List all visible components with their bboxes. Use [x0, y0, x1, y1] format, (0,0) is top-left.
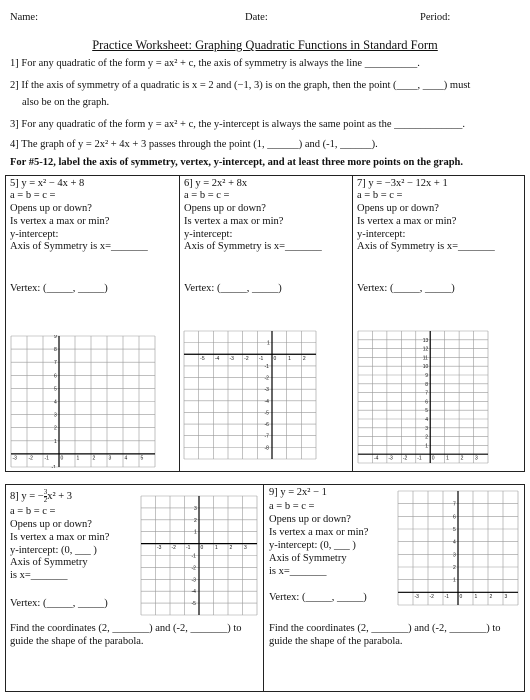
y-tick-label: -3	[191, 577, 196, 584]
problem-7-maxmin: Is vertex a max or min?	[357, 216, 457, 227]
y-tick-label: -4	[191, 589, 196, 596]
question-4: 4] The graph of y = 2x² + 4x + 3 passes through the point (1, ______) and (-1, ______).	[10, 139, 378, 150]
problem-9-axis: Axis of Symmetry	[269, 553, 347, 564]
problem-6-vertex: Vertex: (_____, _____)	[184, 283, 282, 294]
x-tick-label: -1	[417, 455, 422, 462]
x-tick-label: -3	[157, 545, 162, 552]
x-tick-label: -4	[214, 355, 220, 362]
question-2: 2] If the axis of symmetry of a quadratic is x = 2 and (−1, 3) is on the graph, then the point (____, ____) must	[10, 80, 471, 91]
x-tick-label: -1	[44, 455, 49, 462]
y-tick-label: 4	[54, 399, 57, 406]
problem-7-axis: Axis of Symmetry is x=_______	[357, 241, 495, 252]
y-tick-label: 13	[422, 337, 429, 344]
problem-9-maxmin: Is vertex a max or min?	[269, 527, 369, 538]
x-tick-label: 0	[60, 455, 64, 462]
problem-5-axis: Axis of Symmetry is x=_______	[10, 241, 148, 252]
y-tick-label: -1	[264, 363, 269, 370]
x-tick-label: 1	[446, 455, 449, 462]
y-tick-label: 8	[425, 381, 429, 388]
y-tick-label: 5	[54, 386, 57, 393]
problem-5-abc: a = b = c =	[10, 190, 56, 201]
y-tick-label: 10	[422, 364, 429, 371]
y-tick-label: 8	[54, 347, 57, 354]
x-tick-label: -2	[171, 545, 176, 552]
x-tick-label: 2	[489, 593, 493, 600]
y-tick-label: 2	[453, 565, 456, 571]
y-tick-label: -2	[191, 565, 196, 572]
y-tick-label: 4	[453, 539, 456, 546]
problem-7-vertex: Vertex: (_____, _____)	[357, 283, 455, 294]
x-tick-label: 3	[504, 593, 508, 600]
y-tick-label: -2	[264, 375, 269, 382]
x-tick-label: 2	[302, 355, 306, 362]
name-label: Name:	[10, 12, 38, 23]
y-tick-label: 2	[194, 517, 197, 524]
y-tick-label: 6	[453, 514, 456, 521]
x-tick-label: 2	[229, 545, 233, 552]
y-tick-label: 1	[453, 577, 456, 584]
question-1: 1] For any quadratic of the form y = ax² + c, the axis of symmetry is always the line __________.	[10, 58, 420, 69]
problem-9-find: Find the coordinates (2, _______) and (-2, _______) to	[269, 623, 501, 634]
y-tick-label: 7	[425, 390, 429, 397]
problem-9-vertex: Vertex: (_____, _____)	[269, 592, 367, 603]
problem-9-yint: y-intercept: (0, ___ )	[269, 540, 356, 551]
x-tick-label: 1	[76, 455, 80, 462]
x-tick-label: -2	[429, 593, 434, 600]
y-tick-label: 3	[425, 425, 429, 432]
x-tick-label: -4	[373, 455, 379, 462]
problem-8-opens: Opens up or down?	[10, 519, 92, 530]
y-tick-label: 2	[425, 434, 429, 441]
y-tick-label: 3	[54, 412, 57, 419]
question-2-continued: also be on the graph.	[22, 97, 110, 108]
y-tick-label: 5	[425, 408, 429, 415]
x-tick-label: 1	[215, 545, 218, 552]
x-tick-label: 1	[474, 593, 478, 600]
problem-8-find: Find the coordinates (2, _______) and (-2, _______) to	[10, 623, 242, 634]
y-tick-label: 7	[453, 501, 456, 508]
x-tick-label: -2	[28, 455, 33, 462]
y-tick-label: -1	[191, 553, 196, 560]
problem-8-vertex: Vertex: (_____, _____)	[10, 598, 108, 609]
y-tick-label: 6	[425, 399, 429, 406]
x-tick-label: 2	[92, 455, 96, 462]
problem-5-vertex: Vertex: (_____, _____)	[10, 283, 108, 294]
problem-6-maxmin: Is vertex a max or min?	[184, 216, 284, 227]
x-tick-label: 3	[244, 545, 247, 552]
y-tick-label: 6	[54, 373, 57, 380]
instructions: For #5-12, label the axis of symmetry, vertex, y-intercept, and at least three more points on the graph.	[10, 157, 463, 168]
problem-6-opens: Opens up or down?	[184, 203, 266, 214]
y-tick-label: 11	[422, 355, 428, 362]
problem-9-find-2: guide the shape of the parabola.	[269, 636, 403, 647]
x-tick-label: 2	[460, 455, 464, 462]
y-tick-label: 7	[54, 360, 57, 367]
y-tick-label: 12	[422, 346, 429, 353]
x-tick-label: -3	[229, 355, 234, 362]
problem-8-equation-start: 8] y = −	[10, 490, 44, 502]
y-tick-label: -5	[264, 410, 269, 417]
x-tick-label: 0	[431, 455, 435, 462]
problem-9-abc: a = b = c =	[269, 501, 315, 512]
y-tick-label: 3	[194, 505, 197, 512]
y-tick-label: -6	[264, 422, 269, 429]
x-tick-label: -3	[12, 455, 17, 462]
y-tick-label: 3	[453, 552, 456, 559]
y-tick-label: -8	[264, 445, 269, 452]
x-tick-label: -2	[244, 355, 249, 362]
y-tick-label: 1	[425, 443, 429, 450]
problem-5-equation: 5] y = x² − 4x + 8	[10, 178, 85, 189]
problem-8-axis: Axis of Symmetry	[10, 557, 88, 568]
x-tick-label: -5	[200, 355, 205, 362]
fraction-numerator: 3	[43, 488, 48, 496]
problem-6-yint: y-intercept:	[184, 229, 233, 240]
coordinate-grid-8	[140, 495, 258, 616]
y-tick-label: 5	[453, 527, 456, 533]
x-tick-label: 0	[459, 593, 463, 600]
x-tick-label: 3	[108, 455, 112, 462]
y-tick-label: 4	[425, 417, 429, 423]
x-tick-label: 4	[124, 455, 128, 462]
problem-7-opens: Opens up or down?	[357, 203, 439, 214]
x-tick-label: 5	[140, 455, 144, 462]
problem-9-equation: 9] y = 2x² − 1	[269, 487, 327, 498]
x-tick-label: 0	[273, 355, 277, 362]
fraction-denominator: 2	[43, 496, 48, 504]
problem-9-axis-x: is x=_______	[269, 566, 327, 577]
y-tick-label: -3	[264, 387, 269, 394]
x-tick-label: 0	[200, 545, 204, 552]
problem-7-equation: 7] y = −3x² − 12x + 1	[357, 178, 448, 189]
problem-6-equation: 6] y = 2x² + 8x	[184, 178, 248, 189]
problem-9-opens: Opens up or down?	[269, 514, 351, 525]
x-tick-label: -1	[258, 355, 264, 362]
problem-8-equation	[10, 489, 72, 504]
problem-6-abc: a = b = c =	[184, 190, 230, 201]
period-label: Period:	[420, 12, 451, 23]
problem-8-yint: y-intercept: (0, ___ )	[10, 545, 97, 556]
problem-7-yint: y-intercept:	[357, 229, 406, 240]
coordinate-grid-9	[397, 490, 519, 606]
x-tick-label: -2	[402, 455, 408, 462]
problem-5-yint: y-intercept:	[10, 229, 59, 240]
y-tick-label: -4	[264, 398, 269, 405]
y-tick-label: 1	[194, 529, 197, 536]
coordinate-grid-5	[10, 335, 156, 468]
y-tick-label: 9	[425, 373, 429, 379]
date-label: Date:	[245, 12, 268, 23]
x-tick-label: 1	[288, 355, 291, 362]
x-tick-label: -1	[186, 545, 191, 552]
problem-6-axis: Axis of Symmetry is x=_______	[184, 241, 322, 252]
x-tick-label: -3	[388, 455, 393, 462]
problem-8-maxmin: Is vertex a max or min?	[10, 532, 110, 543]
problem-8-equation-end: x² + 3	[47, 490, 73, 502]
problem-8-abc: a = b = c =	[10, 506, 56, 517]
problem-5-opens: Opens up or down?	[10, 203, 92, 214]
worksheet-title: Practice Worksheet: Graphing Quadratic Functions in Standard Form	[92, 38, 438, 52]
question-3: 3] For any quadratic of the form y = ax² + c, the y-intercept is always the same point as the _____________.	[10, 119, 466, 130]
y-tick-label: -7	[264, 433, 269, 440]
problem-8-find-2: guide the shape of the parabola.	[10, 636, 144, 647]
problem-5-maxmin: Is vertex a max or min?	[10, 216, 110, 227]
y-tick-label: 2	[54, 425, 57, 432]
y-tick-label: -1	[51, 465, 56, 468]
y-tick-label: 1	[267, 340, 270, 347]
problem-8-axis-x: is x=_______	[10, 570, 68, 581]
coordinate-grid-6	[183, 330, 317, 460]
coordinate-grid-7	[357, 330, 489, 464]
problem-7-abc: a = b = c =	[357, 190, 403, 201]
y-tick-label: 9	[54, 335, 57, 340]
x-tick-label: -1	[444, 593, 449, 600]
y-tick-label: -5	[191, 601, 196, 608]
x-tick-label: 3	[475, 455, 478, 462]
y-tick-label: 1	[54, 438, 57, 445]
x-tick-label: -3	[414, 593, 419, 600]
